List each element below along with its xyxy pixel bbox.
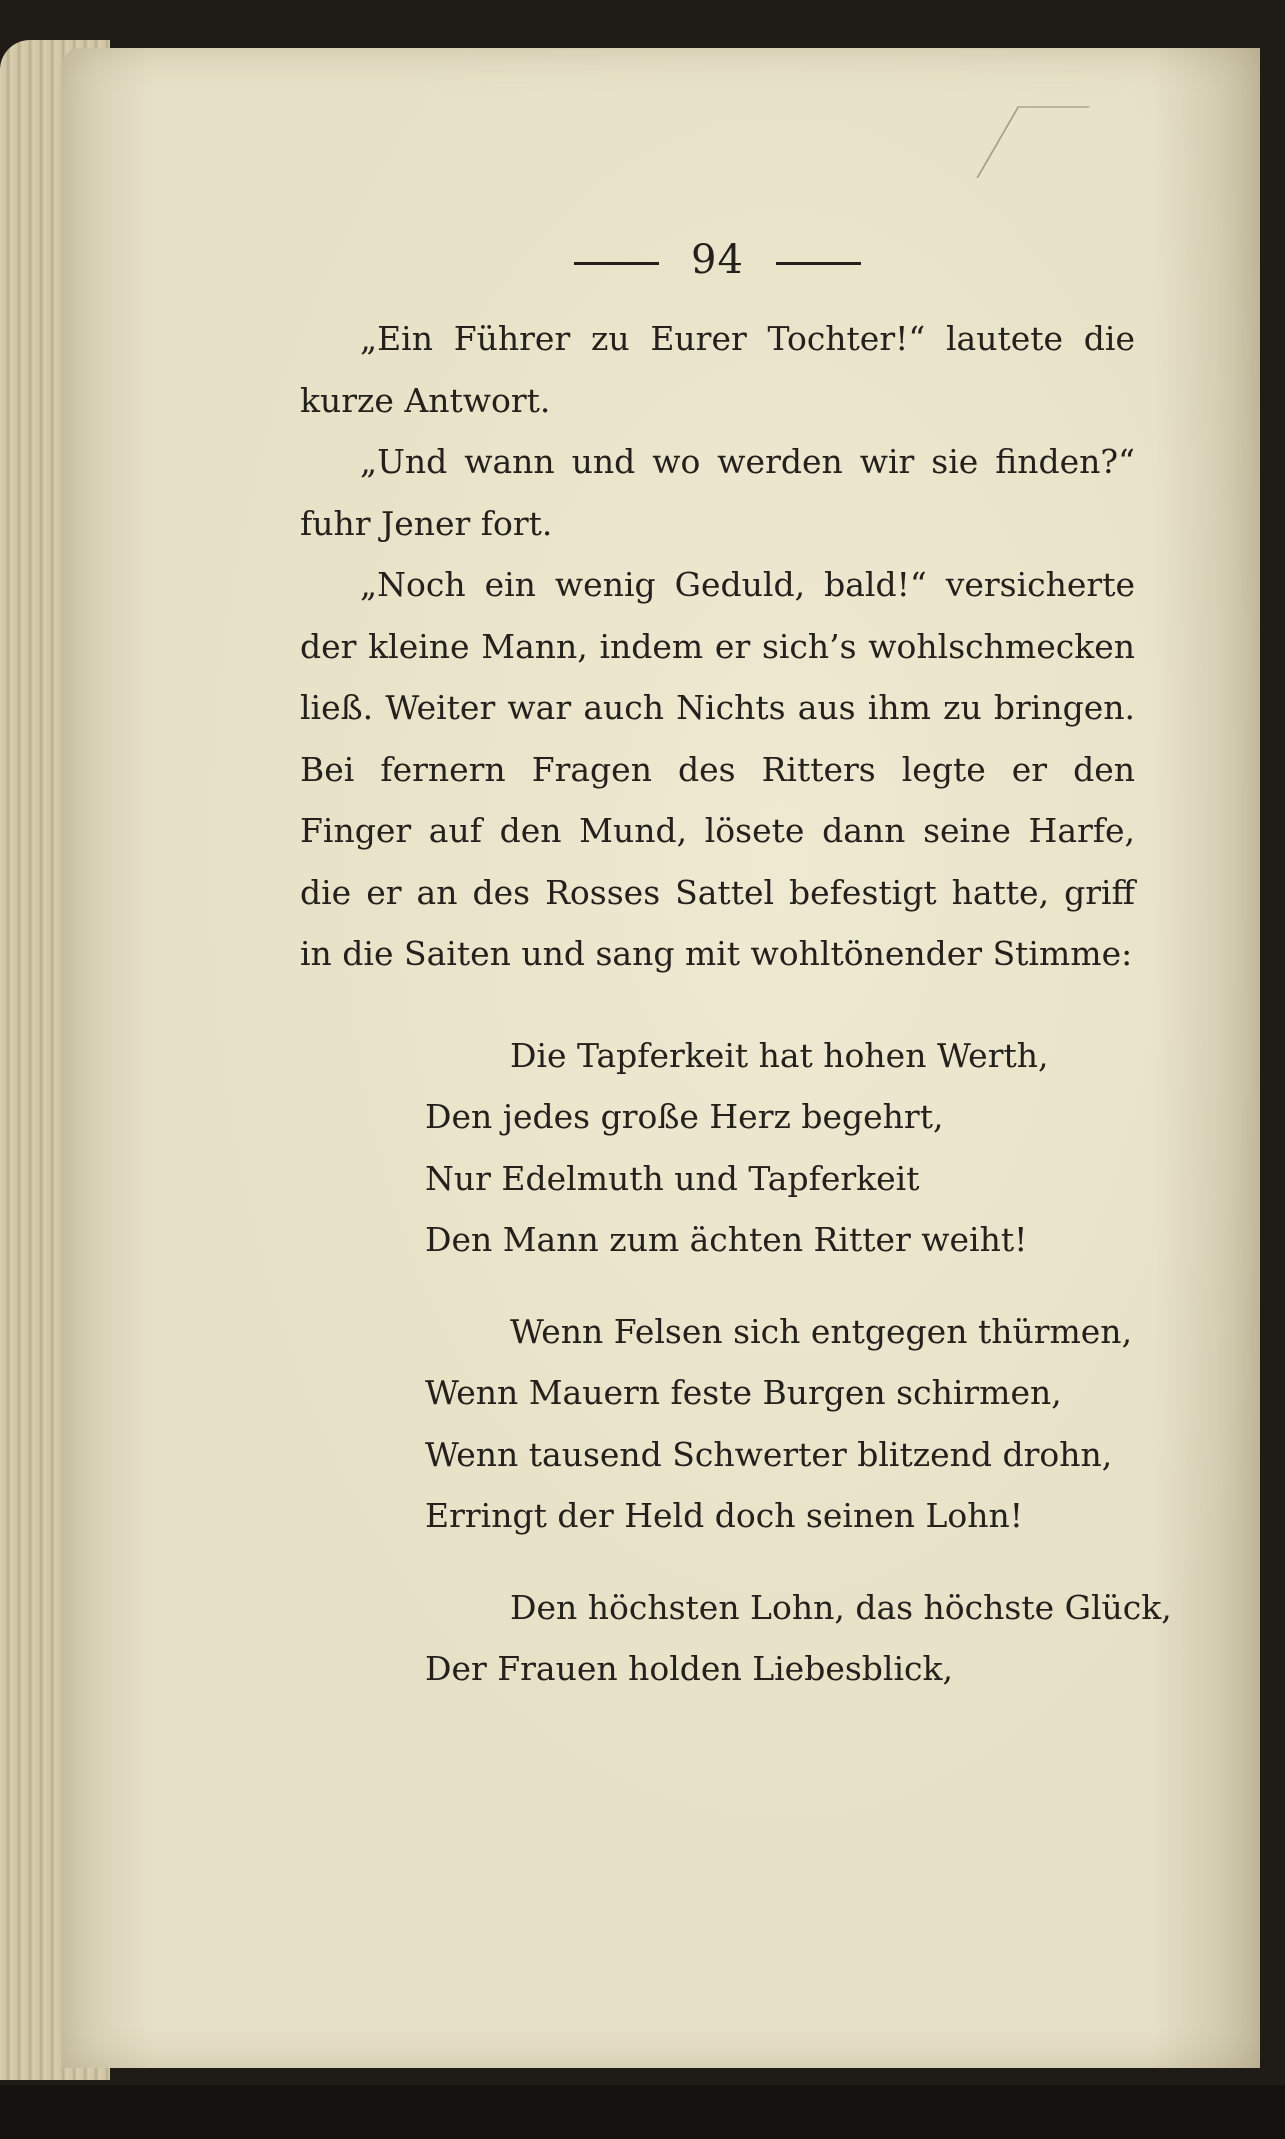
verse-line: Erringt der Held doch seinen Lohn! — [425, 1496, 1024, 1535]
verse-line: Der Frauen holden Liebesblick, — [425, 1649, 953, 1688]
stanza-3 — [425, 1577, 1172, 1700]
scan-bottom-edge — [0, 2085, 1285, 2139]
poem — [300, 1025, 1172, 1700]
stanza-1 — [425, 1025, 1135, 1271]
verse-line: Wenn tausend Schwerter blitzend drohn, — [425, 1434, 1113, 1474]
verse-line: Nur Edelmuth und Tapferkeit — [425, 1158, 920, 1198]
stanza-2 — [425, 1301, 1135, 1547]
page-number: 94 — [691, 237, 744, 283]
verse-line: Wenn Felsen sich entgegen thürmen, — [510, 1311, 1133, 1351]
paragraph-1: „Ein Führer zu Eurer Tochter!“ lautete die kurze Antwort. — [300, 319, 1135, 420]
verse-line: Den Mann zum ächten Ritter weiht! — [425, 1220, 1028, 1259]
page-header — [300, 230, 1135, 290]
verse-line: Den jedes große Herz begehrt, — [425, 1097, 944, 1136]
corner-fold — [976, 106, 1090, 178]
verse-line: Wenn Mauern feste Burgen schirmen, — [425, 1373, 1062, 1412]
paragraph-2: „Und wann und wo werden wir sie finden?“ fuhr Jener fort. — [300, 442, 1135, 543]
verse-line: Den höchsten Lohn, das höchste Glück, — [510, 1587, 1172, 1627]
header-dash-left — [574, 262, 659, 265]
header-dash-right — [776, 262, 861, 265]
page-text — [300, 230, 1172, 1730]
paragraph-3: „Noch ein wenig Geduld, bald!“ versicherte der kleine Mann, indem er sich’s wohlschmecken ließ. Weiter war auch Nichts aus ihm zu bringen. Bei fernern Fragen des Ritters legte er den Finger auf den Mund, lösete dann seine Harfe, die er an des Rosses Sattel befestigt hatte, griff in die Saiten und sang mit wohltönender Stimme: — [300, 565, 1135, 973]
verse-line: Die Tapferkeit hat hohen Werth, — [510, 1035, 1049, 1075]
